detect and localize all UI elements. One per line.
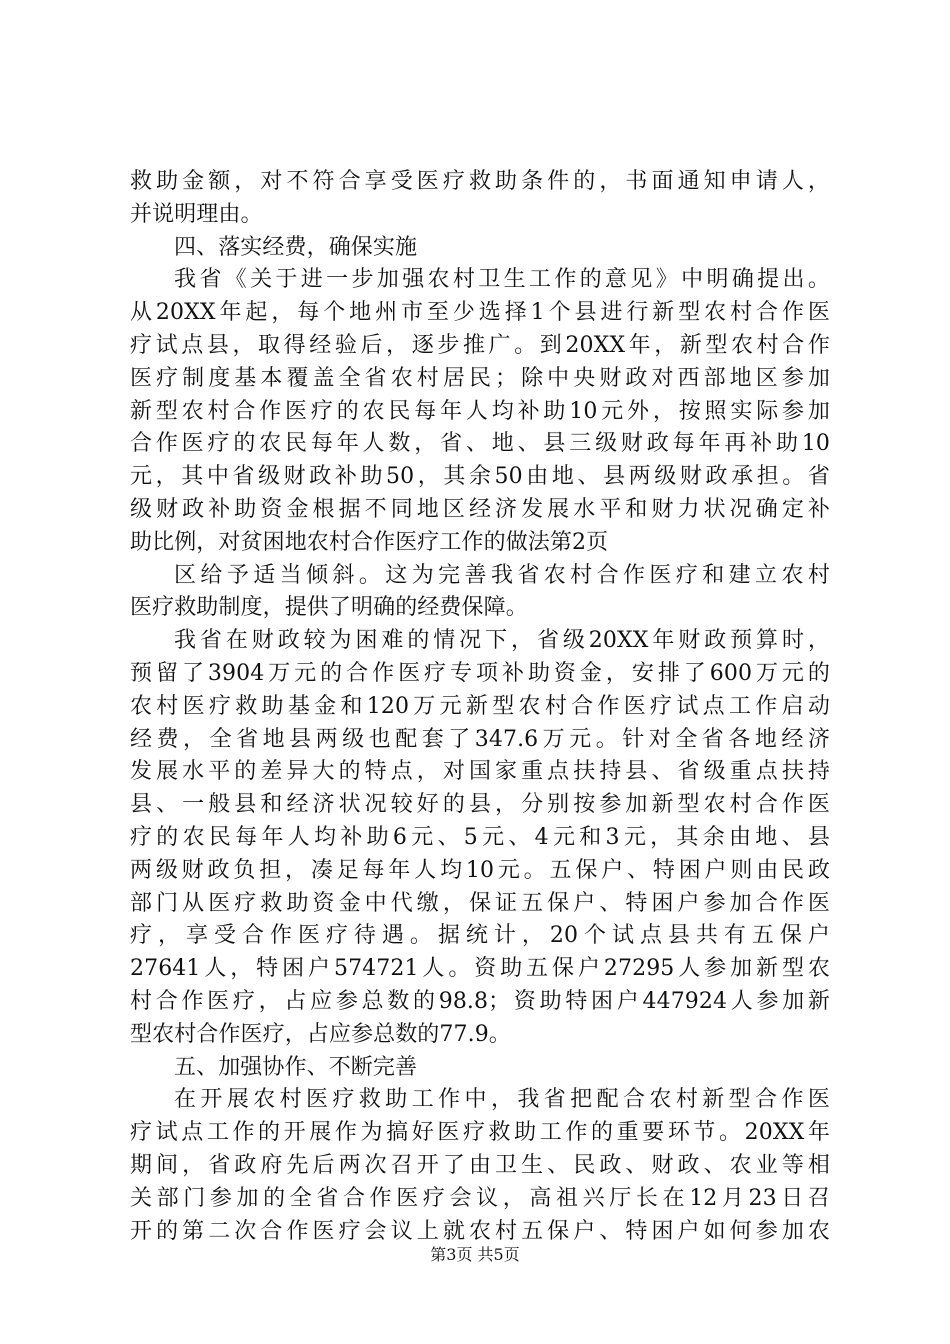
text-line: 开的第二次合作医疗会议上就农村五保户、特困户如何参加农 <box>130 1218 830 1244</box>
text-line: 发展水平的差异大的特点，对国家重点扶持县、省级重点扶持 <box>130 759 830 785</box>
document-body <box>130 166 830 1248</box>
text-line: 医疗制度基本覆盖全省农村居民；除中央财政对西部地区参加 <box>130 365 830 391</box>
section-heading: 五、加强协作、不断完善 <box>174 1054 418 1080</box>
text-line: 期间，省政府先后两次召开了由卫生、民政、财政、农业等相 <box>130 1152 830 1178</box>
text-line: 疗试点工作的开展作为搞好医疗救助工作的重要环节。20XX年 <box>130 1120 830 1146</box>
text-line: 助比例，对贫困地农村合作医疗工作的做法第2页 <box>130 529 609 555</box>
text-line: 我省《关于进一步加强农村卫生工作的意见》中明确提出。 <box>174 267 830 293</box>
text-line: 部门从医疗救助资金中代缴，保证五保户、特困户参加合作医 <box>130 890 830 916</box>
text-line: 疗的农民每年人均补助6元、5元、4元和3元，其余由地、县 <box>130 824 830 850</box>
text-line: 救助金额，对不符合享受医疗救助条件的，书面通知申请人， <box>130 169 830 194</box>
text-line: 在开展农村医疗救助工作中，我省把配合农村新型合作医 <box>174 1087 830 1113</box>
text-line: 级财政补助资金根据不同地区经济发展水平和财力状况确定补 <box>130 496 830 522</box>
text-line: 村合作医疗，占应参总数的98.8；资助特困户447924人参加新 <box>130 988 830 1014</box>
text-line: 并说明理由。 <box>130 201 263 227</box>
page-number: 第3页 共5页 <box>430 1245 520 1264</box>
text-line: 新型农村合作医疗的农民每年人均补助10元外，按照实际参加 <box>130 398 830 424</box>
text-line: 农村医疗救助基金和120万元新型农村合作医疗试点工作启动 <box>130 693 830 719</box>
text-line: 27641人，特困户574721人。资助五保户27295人参加新型农 <box>130 956 830 982</box>
text-line: 关部门参加的全省合作医疗会议，高祖兴厅长在12月23日召 <box>130 1185 830 1211</box>
text-line: 两级财政负担，凑足每年人均10元。五保户、特困户则由民政 <box>130 857 830 883</box>
text-line: 从20XX年起，每个地州市至少选择1个县进行新型农村合作医 <box>130 300 830 326</box>
text-line: 型农村合作医疗，占应参总数的77.9。 <box>130 1021 511 1047</box>
text-line: 县、一般县和经济状况较好的县，分别按参加新型农村合作医 <box>130 792 830 818</box>
text-line: 元，其中省级财政补助50，其余50由地、县两级财政承担。省 <box>130 464 830 490</box>
text-line: 我省在财政较为困难的情况下，省级20XX年财政预算时， <box>174 628 830 654</box>
text-line: 区给予适当倾斜。这为完善我省农村合作医疗和建立农村 <box>174 562 830 588</box>
text-line: 预留了3904万元的合作医疗专项补助资金，安排了600万元的 <box>130 660 830 686</box>
text-line: 疗试点县，取得经验后，逐步推广。到20XX年，新型农村合作 <box>130 332 830 358</box>
text-line: 医疗救助制度，提供了明确的经费保障。 <box>130 595 528 621</box>
text-line: 经费，全省地县两级也配套了347.6万元。针对全省各地经济 <box>130 726 830 752</box>
text-line: 合作医疗的农民每年人数，省、地、县三级财政每年再补助10 <box>130 431 830 457</box>
section-heading: 四、落实经费，确保实施 <box>174 234 418 260</box>
text-line: 疗，享受合作医疗待遇。据统计，20个试点县共有五保户 <box>130 923 830 949</box>
